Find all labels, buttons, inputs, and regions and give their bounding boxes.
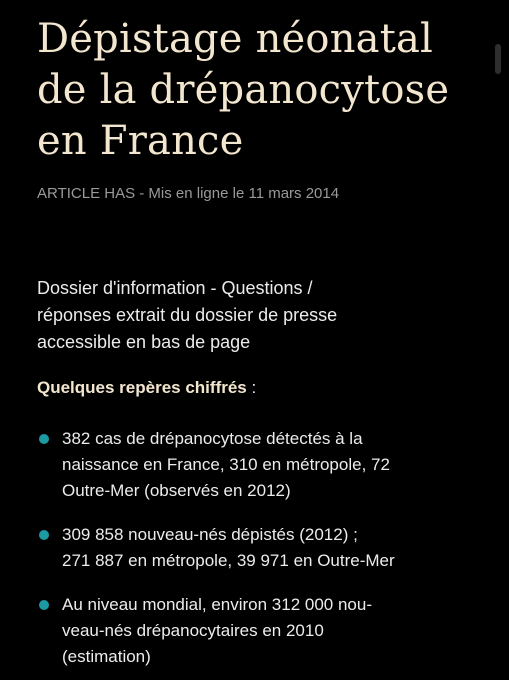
bullet-dot-icon [39, 434, 49, 444]
key-figures-suffix: : [246, 378, 257, 397]
list-item-line: 382 cas de drépanocytose détectés à la [62, 429, 363, 448]
list-item [37, 522, 477, 574]
list-item-line: veau-nés drépanocytaires en 2010 [62, 621, 324, 640]
list-item-line: 309 858 nouveau-nés dépistés (2012) ; [62, 525, 358, 544]
intro-line-3: accessible en bas de page [37, 332, 251, 352]
list-item-line: Outre-Mer (observés en 2012) [62, 481, 291, 500]
list-item-line: naissance en France, 310 en métropole, 72 [62, 455, 390, 474]
title-line-1: Dépistage néonatal [37, 16, 434, 62]
key-figures-heading-line [37, 376, 256, 400]
title-line-3: en France [37, 118, 244, 164]
list-item-line: (estimation) [62, 647, 151, 666]
bullet-dot-icon [39, 530, 49, 540]
page-title [37, 14, 492, 167]
bullet-dot-icon [39, 600, 49, 610]
intro-line-1: Dossier d'information - Questions / [37, 278, 313, 298]
list-item [37, 592, 477, 670]
key-figures-list [37, 426, 477, 680]
scrollbar-thumb[interactable] [495, 44, 501, 74]
list-item-line: 271 887 en métropole, 39 971 en Outre-Mer [62, 551, 395, 570]
key-figures-heading: Quelques repères chiffrés [37, 378, 247, 397]
intro-paragraph [37, 275, 477, 356]
article-meta: ARTICLE HAS - Mis en ligne le 11 mars 2014 [37, 185, 340, 202]
title-line-2: de la drépanocytose [37, 67, 450, 113]
intro-line-2: réponses extrait du dossier de presse [37, 305, 338, 325]
list-item-line: Au niveau mondial, environ 312 000 nou- [62, 595, 372, 614]
list-item [37, 426, 477, 504]
